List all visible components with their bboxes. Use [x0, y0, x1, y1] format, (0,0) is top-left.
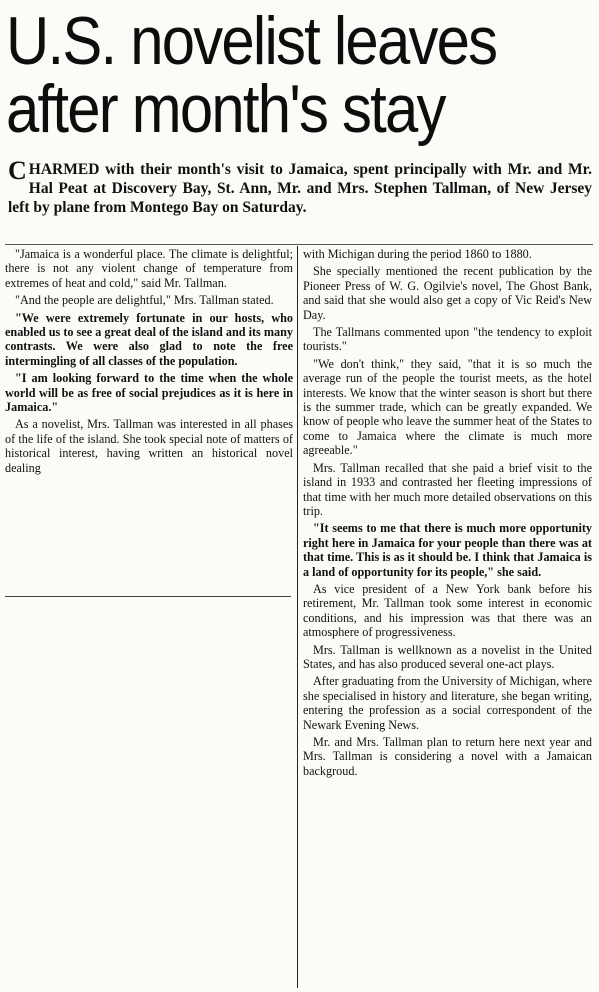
paragraph: After graduating from the University of Michigan, where she specialised in history and literature, she began writing, entering the profession as a social correspondent of the Newark Evening News.: [303, 674, 592, 732]
column-end-rule: [5, 596, 291, 597]
paragraph: "We don't think," they said, "that it is so much the average run of the people the tourist meets, as the hotel interests. We know that the winter season is short but there is the summer trade, which can be greatly expanded. We know of people who leave the summer heat of the States to come to Jamaica where the climate is much more agreeable.": [303, 356, 592, 458]
headline: [6, 3, 525, 147]
drop-cap: C: [8, 156, 27, 185]
paragraph: Mrs. Tallman is wellknown as a novelist in the United States, and has also produced several one-act plays.: [303, 642, 592, 671]
paragraph: As vice president of a New York bank before his retirement, Mr. Tallman took some interest in economic conditions, and his impression was that there was an atmosphere of progressiveness.: [303, 581, 592, 640]
headline-line-1: U.S. novelist leaves: [6, 3, 497, 79]
column-top-rule: [5, 244, 593, 245]
paragraph: "Jamaica is a wonderful place. The climate is delightful; there is not any violent change of temperature from extremes of heat and cold," said Mr. Tallman.: [5, 247, 293, 290]
paragraph-quote: "It seems to me that there is much more opportunity right here in Jamaica for your people than there was at that time. This is as it should be. I think that Jamaica is a land of opportunity for its people," she said.: [303, 521, 592, 579]
lede-text: HARMED with their month's visit to Jamaica, spent principally with Mr. and Mr. Hal Peat at Discovery Bay, St. Ann, Mr. and Mrs. Stephen Tallman, of New Jersey left by plane from Montego Bay on Saturday.: [8, 161, 592, 216]
paragraph: with Michigan during the period 1860 to 1880.: [303, 247, 532, 261]
paragraph: As a novelist, Mrs. Tallman was interested in all phases of the life of the island. She took special note of matters of historical interest, having written an historical novel dealing: [5, 417, 293, 475]
article-column-1: [5, 247, 293, 478]
lede-paragraph: [8, 156, 592, 217]
column-divider: [297, 246, 298, 988]
paragraph: "And the people are delightful," Mrs. Tallman stated.: [15, 293, 274, 308]
paragraph: The Tallmans commented upon "the tendency to exploit tourists.": [303, 325, 592, 354]
paragraph: Mr. and Mrs. Tallman plan to return here next year and Mrs. Tallman is considering a novel with a Jamaican backgroud.: [303, 735, 592, 778]
article-column-2: [303, 247, 592, 781]
headline-line-2: after month's stay: [6, 71, 445, 147]
paragraph-quote: "We were extremely fortunate in our hosts, who enabled us to see a great deal of the island and its many contrasts. We were also glad to note the free intermingling of all classes of the population.: [5, 310, 293, 368]
paragraph-quote: "I am looking forward to the time when the whole world will be as free of social prejudices as it is here in Jamaica.": [5, 371, 293, 415]
paragraph: Mrs. Tallman recalled that she paid a brief visit to the island in 1933 and contrasted her fleeting impressions of that time with her much more detailed observations on this trip.: [303, 460, 592, 518]
paragraph: She specially mentioned the recent publication by the Pioneer Press of W. G. Ogilvie's novel, The Ghost Bank, and said that she would also get a copy of Vic Reid's New Day.: [303, 264, 592, 322]
